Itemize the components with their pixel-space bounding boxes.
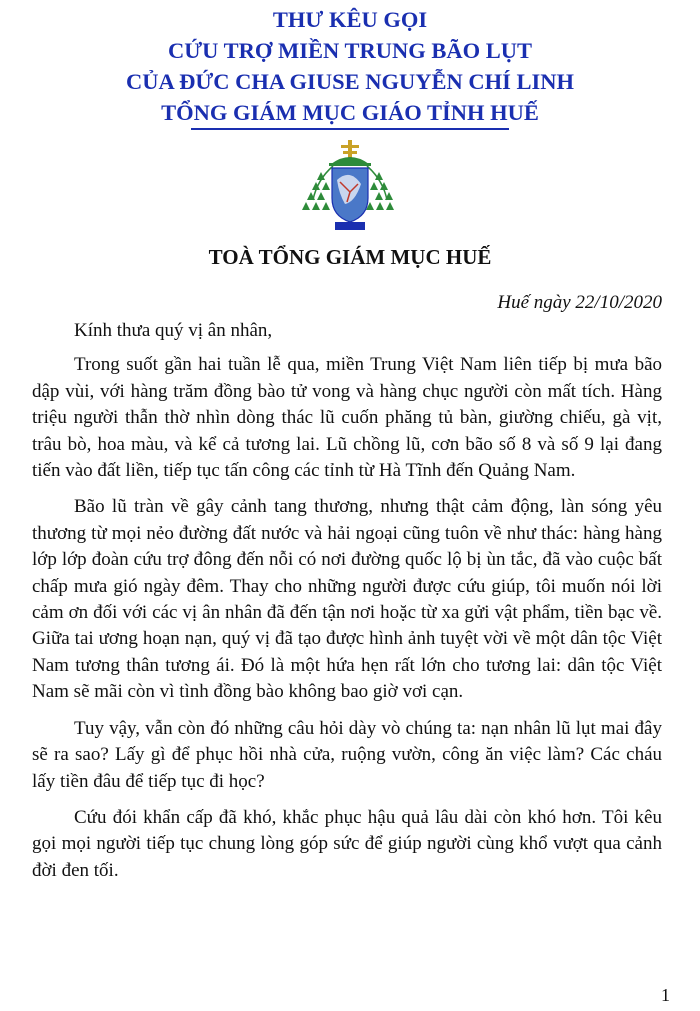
- paragraph-3: Tuy vậy, vẫn còn đó những câu hỏi dày vò chúng ta: nạn nhân lũ lụt mai đây sẽ ra sao? Lấy gì để phục hồi nhà cửa, ruộng vườn, công ăn việc làm? Các cháu lấy tiền đâu để tiếp tục đi học?: [32, 717, 662, 792]
- letter-date: Huế ngày 22/10/2020: [497, 292, 662, 313]
- page-number: 1: [661, 985, 670, 1005]
- title-line-2: CỨU TRỢ MIỀN TRUNG BÃO LỤT: [168, 38, 532, 63]
- paragraph-4: Cứu đói khẩn cấp đã khó, khắc phục hậu quả lâu dài còn khó hơn. Tôi kêu gọi mọi người tiếp tục chung lòng góp sức để giúp người cùng khổ vượt qua cảnh đời đen tối.: [32, 806, 662, 881]
- letter-body: [32, 318, 662, 894]
- organization-name: TOÀ TỔNG GIÁM MỤC HUẾ: [208, 245, 492, 269]
- salutation: Kính thưa quý vị ân nhân,: [74, 320, 273, 341]
- letter-title: [0, 4, 700, 128]
- coat-of-arms-icon: [295, 140, 405, 232]
- paragraph-2: Bão lũ tràn về gây cảnh tang thương, nhưng thật cảm động, làn sóng yêu thương từ mọi nẻo đường đất nước và hải ngoại cũng tuôn về như thác: hàng hàng lớp lớp đoàn cứu trợ đông đến nỗi có nơi đường quốc lộ bị ùn tắc, đã vào cuộc bất chấp mưa gió ngày đêm. Thay cho những người được cứu giúp, tôi muốn nói lời cảm ơn đối với các vị ân nhân đã đến tận nơi hoặc từ xa gửi vật phẩm, tiền bạc về. Giữa tai ương hoạn nạn, quý vị đã tạo được hình ảnh tuyệt vời về một dân tộc Việt Nam tương thân tương ái. Đó là một hứa hẹn rất lớn cho tương lai: dân tộc Việt Nam sẽ mãi còn vì tình đồng bào không bao giờ vơi cạn.: [32, 496, 662, 703]
- title-line-4: TỔNG GIÁM MỤC GIÁO TỈNH HUẾ: [161, 100, 539, 125]
- title-line-3: CỦA ĐỨC CHA GIUSE NGUYỄN CHÍ LINH: [126, 69, 574, 94]
- title-divider: [191, 128, 509, 130]
- title-line-1: THƯ KÊU GỌI: [272, 7, 428, 32]
- paragraph-1: Trong suốt gần hai tuần lễ qua, miền Trung Việt Nam liên tiếp bị mưa bão dập vùi, với hàng trăm đồng bào tử vong và hàng chục người còn mất tích. Hàng triệu người thẫn thờ nhìn dòng thác lũ cuốn phăng tủ bàn, giường chiếu, gà vịt, trâu bò, hoa màu, và kể cả tương lai. Lũ chồng lũ, cơn bão số 8 và số 9 lại đang tiến vào đất liền, tiếp tục tấn công các tỉnh từ Hà Tĩnh đến Quảng Nam.: [32, 354, 662, 482]
